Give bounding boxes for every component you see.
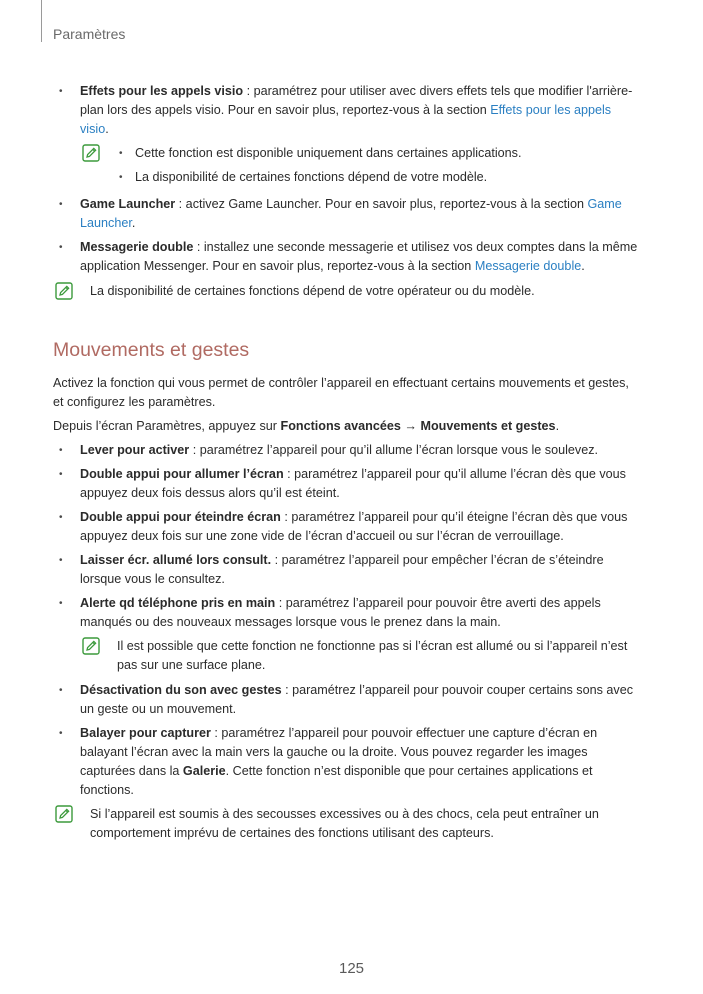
link-game-launcher[interactable]: Game Launcher	[80, 197, 622, 230]
item-text: : paramétrez l’appareil pour pouvoir couper certains sons avec un geste ou un mouvement.	[80, 683, 634, 716]
path-prefix: Depuis l’écran Paramètres, appuyez sur	[53, 419, 281, 433]
note-list-item: • Cette fonction est disponible uniquement dans certaines applications.	[117, 144, 641, 163]
link-video-call-effects[interactable]: Effets pour les appels visio	[80, 103, 612, 136]
item-bold-label: Laisser écr. allumé lors consult.	[80, 553, 272, 567]
item-end: .	[131, 216, 136, 230]
path-arrow: →	[400, 419, 421, 433]
section-title: Mouvements et gestes	[53, 339, 250, 361]
item-text: : paramétrez l’appareil pour qu’il éteigne l’écran dès que vous appuyez deux fois sur une zone vide de l’écran d’accueil ou sur l’écran de verrouillage.	[80, 510, 628, 543]
list-item-double-tap-off	[53, 508, 641, 546]
path-advanced-features: Fonctions avancées	[280, 419, 401, 433]
list-item-mute-gestures	[53, 681, 641, 719]
note-pencil-icon	[55, 805, 73, 823]
item-text: : activez Game Launcher. Pour en savoir plus, reportez-vous à la section	[175, 197, 588, 211]
section-intro: Activez la fonction qui vous permet de contrôler l’appareil en effectuant certains mouvements et gestes, et configurez les paramètres.	[53, 376, 629, 409]
note-smart-alert	[80, 637, 641, 675]
note-list-item: • La disponibilité de certaines fonctions dépend de votre modèle.	[117, 168, 641, 187]
item-bold-label: Alerte qd téléphone pris en main	[80, 596, 276, 610]
link-dual-messenger[interactable]: Messagerie double	[474, 259, 582, 273]
page-number: 125	[338, 960, 365, 977]
item-text: : paramétrez l’appareil pour empêcher l’écran de s’éteindre lorsque vous le consultez.	[80, 553, 604, 586]
navigation-path	[53, 417, 641, 436]
item-text: : paramétrez l’appareil pour qu’il allume l’écran dès que vous appuyez deux fois dessus alors qu’il est éteint.	[80, 467, 626, 500]
item-text: : paramétrez pour utiliser avec divers effets tels que modifier l'arrière-plan lors des appels visio. Pour en savoir plus, reportez-vous à la section	[80, 84, 633, 117]
list-item-keep-screen-on	[53, 551, 641, 589]
item-end: .	[105, 122, 109, 136]
note-pencil-icon	[82, 144, 100, 162]
note-video-effects	[80, 144, 641, 187]
item-end: .	[581, 259, 585, 273]
note-pencil-icon	[55, 282, 73, 300]
note-operator	[53, 282, 641, 304]
note-text: Si l’appareil est soumis à des secousses excessives ou à des chocs, cela peut entraîner un comportement imprévu de certaines des fonctions utilisant des capteurs.	[90, 807, 599, 840]
item-gallery-label: Galerie	[182, 764, 226, 778]
item-end: . Cette fonction n’est disponible que pour certaines applications et fonctions.	[80, 764, 593, 797]
list-item-dual-messenger	[53, 238, 641, 276]
list-item-game-launcher	[53, 195, 641, 233]
item-text: : paramétrez l’appareil pour qu’il allume l’écran lorsque vous le soulevez.	[189, 443, 599, 457]
item-bold-label: Lever pour activer	[80, 443, 190, 457]
item-bold-label: Messagerie double	[80, 240, 194, 254]
note-text: Il est possible que cette fonction ne fonctionne pas si l’écran est allumé ou si l’appareil n’est pas sur une surface plane.	[117, 639, 628, 672]
note-sensors	[53, 805, 641, 843]
item-bold-label: Double appui pour éteindre écran	[80, 510, 281, 524]
item-text: : paramétrez l’appareil pour pouvoir être averti des appels manqués ou des nouveaux messages lorsque vous le prenez dans la main.	[80, 596, 601, 629]
item-bold-label: Double appui pour allumer l’écran	[80, 467, 284, 481]
path-end: .	[555, 419, 560, 433]
list-item-double-tap-on	[53, 465, 641, 503]
note-text: La disponibilité de certaines fonctions dépend de votre opérateur ou du modèle.	[90, 284, 535, 298]
item-text: : paramétrez l’appareil pour pouvoir effectuer une capture d’écran en balayant l’écran avec la main vers la gauche ou la droite. Vous pouvez regarder les images capturées dans la	[80, 726, 598, 778]
list-item-lift-to-wake	[53, 441, 641, 460]
list-item-smart-alert	[53, 594, 641, 632]
item-text: : installez une seconde messagerie et utilisez vos deux comptes dans la même application Messenger. Pour en savoir plus, reportez-vous à la section	[80, 240, 638, 273]
note-pencil-icon	[82, 637, 100, 655]
note-list	[117, 144, 641, 187]
list-item-video-call-effects	[53, 82, 641, 139]
page-header-title: Paramètres	[53, 26, 126, 42]
item-bold-label: Effets pour les appels visio	[80, 84, 244, 98]
item-bold-label: Balayer pour capturer	[80, 726, 211, 740]
item-bold-label: Désactivation du son avec gestes	[80, 683, 282, 697]
page-content	[53, 82, 641, 849]
header-divider	[41, 0, 42, 42]
item-bold-label: Game Launcher	[80, 197, 176, 211]
path-motions-gestures: Mouvements et gestes	[420, 419, 556, 433]
list-item-palm-swipe	[53, 724, 641, 800]
